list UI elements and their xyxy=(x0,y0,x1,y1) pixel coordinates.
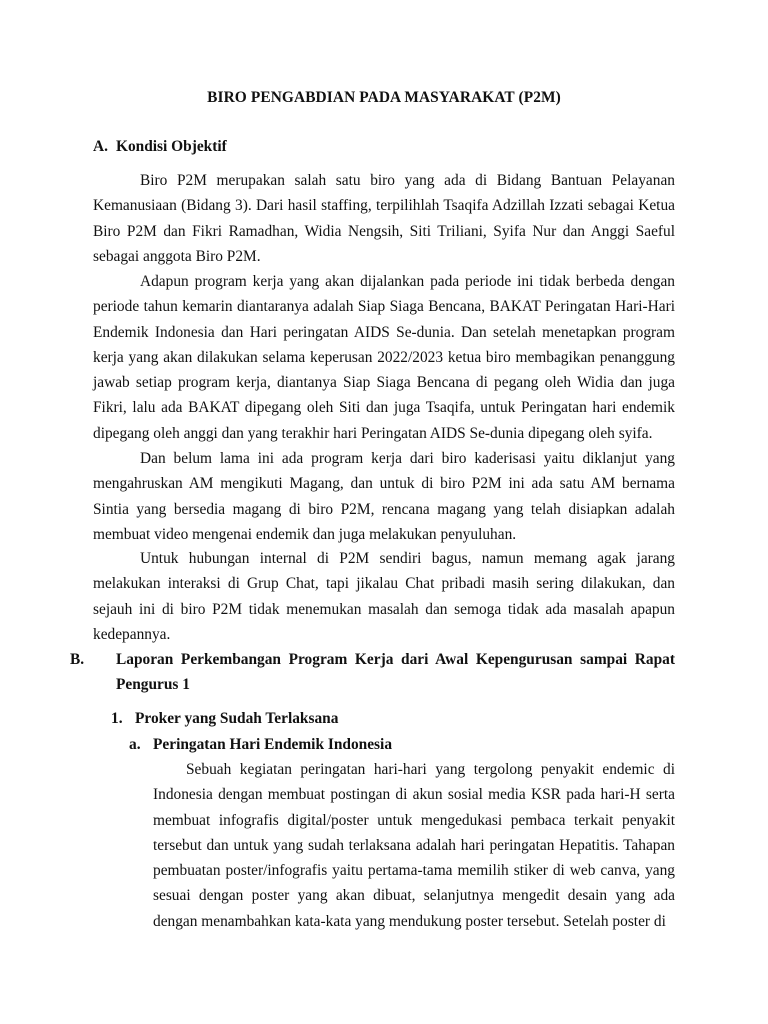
paragraph-program-kerja: Adapun program kerja yang akan dijalankan pada periode ini tidak berbeda dengan periode tahun kemarin diantaranya adalah Siap Siaga Bencana, BAKAT Peringatan Hari-Hari Endemik Indonesia dan Hari peringatan AIDS Se-dunia. Dan setelah menetapkan program kerja yang akan dilakukan selama keperusan 2022/2023 ketua biro membagikan penanggung jawab setiap program kerja, diantanya Siap Siaga Bencana di pegang oleh Widia dan juga Fikri, lalu ada BAKAT dipegang oleh Siti dan juga Tsaqifa, untuk Peringatan hari endemik dipegang oleh anggi dan yang terakhir hari Peringatan AIDS Se-dunia dipegang oleh syifa. xyxy=(93,273,675,442)
paragraph-endemik: Sebuah kegiatan peringatan hari-hari yang tergolong penyakit endemic di Indonesia dengan membuat postingan di akun sosial media KSR pada hari-H serta membuat infografis digital/poster untuk mengedukasi pembaca terkait penyakit tersebut dan untuk yang sudah terlaksana adalah hari peringatan Hepatitis. Tahapan pembuatan poster/infografis yaitu pertama-tama memilih stiker di web canva, yang sesuai dengan poster yang akan dibuat, selanjutnya mengedit desain yang ada dengan menambahkan kata-kata yang mendukung poster tersebut. Setelah poster di xyxy=(153,761,675,930)
subsection-1-number: 1. xyxy=(111,710,123,727)
subsection-1-heading xyxy=(111,706,338,731)
subsection-a-title: Peringatan Hari Endemik Indonesia xyxy=(153,736,393,753)
section-b-heading xyxy=(70,647,675,698)
document-title: BIRO PENGABDIAN PADA MASYARAKAT (P2M) xyxy=(207,89,561,106)
subsection-a-heading xyxy=(129,732,392,757)
section-b-number: B. xyxy=(70,651,85,668)
section-a-number: A. xyxy=(93,138,108,155)
section-a-heading xyxy=(93,134,227,159)
paragraph-magang: Dan belum lama ini ada program kerja dari biro kaderisasi yaitu diklanjut yang mengahruskan AM mengikuti Magang, dan untuk di biro P2M ini ada satu AM bernama Sintia yang bersedia magang di biro P2M, rencana magang yang telah disiapkan adalah membuat video mengenai endemik dan juga melakukan penyuluhan. xyxy=(93,450,675,543)
section-b-title: Laporan Perkembangan Program Kerja dari Awal Kepengurusan sampai Rapat Pengurus 1 xyxy=(116,651,675,694)
subsection-a-number: a. xyxy=(129,736,141,753)
paragraph-staffing: Biro P2M merupakan salah satu biro yang ada di Bidang Bantuan Pelayanan Kemanusiaan (Bidang 3). Dari hasil staffing, terpilihlah Tsaqifa Adzillah Izzati sebagai Ketua Biro P2M dan Fikri Ramadhan, Widia Nengsih, Siti Triliani, Syifa Nur dan Anggi Saeful sebagai anggota Biro P2M. xyxy=(93,172,675,265)
section-a-title: Kondisi Objektif xyxy=(116,138,227,155)
subsection-1-title: Proker yang Sudah Terlaksana xyxy=(135,710,339,727)
paragraph-hubungan-internal: Untuk hubungan internal di P2M sendiri bagus, namun memang agak jarang melakukan interaksi di Grup Chat, tapi jikalau Chat pribadi masih sering dilakukan, dan sejauh ini di biro P2M tidak menemukan masalah dan semoga tidak ada masalah apapun kedepannya. xyxy=(93,550,675,643)
